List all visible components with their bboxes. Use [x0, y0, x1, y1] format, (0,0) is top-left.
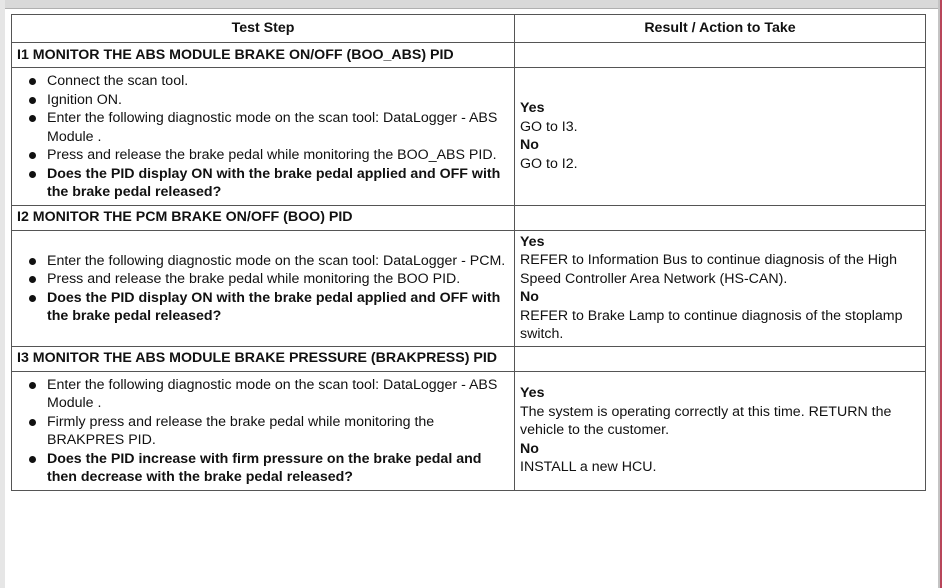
no-label: No: [520, 137, 539, 154]
yes-label: Yes: [520, 233, 545, 250]
no-action: GO to I2.: [520, 155, 578, 172]
instruction-item: Connect the scan tool.: [17, 72, 509, 91]
step-title-row: [12, 43, 926, 68]
empty-cell: [515, 43, 926, 68]
instruction-item: Firmly press and release the brake pedal while monitoring the BRAKPRES PID.: [17, 413, 509, 450]
instruction-list: [17, 68, 509, 205]
yes-label: Yes: [520, 100, 545, 117]
diagnostic-table: [11, 14, 926, 491]
instruction-item: Enter the following diagnostic mode on the scan tool: DataLogger - PCM.: [17, 252, 509, 271]
step-result: [515, 230, 926, 346]
result-header: Result / Action to Take: [515, 15, 926, 43]
step-instructions: [12, 68, 515, 206]
step-body-row: [12, 230, 926, 346]
window-top-edge: [0, 0, 942, 9]
step-question: Does the PID increase with firm pressure on the brake pedal and then decrease with the brake pedal released?: [17, 450, 509, 487]
step-instructions: [12, 230, 515, 346]
empty-cell: [515, 205, 926, 230]
test-step-header: Test Step: [12, 15, 515, 43]
step-body-row: [12, 371, 926, 490]
no-action: REFER to Brake Lamp to continue diagnosis of the stoplamp switch.: [520, 307, 903, 342]
step-title-row: [12, 346, 926, 371]
step-result: [515, 68, 926, 206]
yes-action: GO to I3.: [520, 118, 578, 135]
step-question: Does the PID display ON with the brake pedal applied and OFF with the brake pedal released?: [17, 165, 509, 202]
instruction-list: [17, 248, 509, 329]
instruction-item: Press and release the brake pedal while monitoring the BOO PID.: [17, 270, 509, 289]
empty-cell: [515, 346, 926, 371]
step-result: [515, 371, 926, 490]
window-left-edge: [0, 0, 5, 588]
instruction-item: Enter the following diagnostic mode on the scan tool: DataLogger - ABS Module .: [17, 109, 509, 146]
header-row: [12, 15, 926, 43]
step-title-row: [12, 205, 926, 230]
no-label: No: [520, 440, 539, 457]
step-title: I2 MONITOR THE PCM BRAKE ON/OFF (BOO) PID: [12, 205, 515, 230]
yes-action: REFER to Information Bus to continue diagnosis of the High Speed Controller Area Network (HS-CAN).: [520, 252, 897, 287]
step-instructions: [12, 371, 515, 490]
step-title: I1 MONITOR THE ABS MODULE BRAKE ON/OFF (BOO_ABS) PID: [12, 43, 515, 68]
instruction-item: Ignition ON.: [17, 91, 509, 110]
instruction-item: Enter the following diagnostic mode on the scan tool: DataLogger - ABS Module .: [17, 376, 509, 413]
instruction-list: [17, 372, 509, 490]
instruction-item: Press and release the brake pedal while monitoring the BOO_ABS PID.: [17, 146, 509, 165]
step-title: I3 MONITOR THE ABS MODULE BRAKE PRESSURE (BRAKPRESS) PID: [12, 346, 515, 371]
yes-label: Yes: [520, 385, 545, 402]
no-label: No: [520, 289, 539, 305]
step-body-row: [12, 68, 926, 206]
no-action: INSTALL a new HCU.: [520, 459, 657, 476]
yes-action: The system is operating correctly at this time. RETURN the vehicle to the customer.: [520, 403, 892, 439]
step-question: Does the PID display ON with the brake pedal applied and OFF with the brake pedal released?: [17, 289, 509, 326]
